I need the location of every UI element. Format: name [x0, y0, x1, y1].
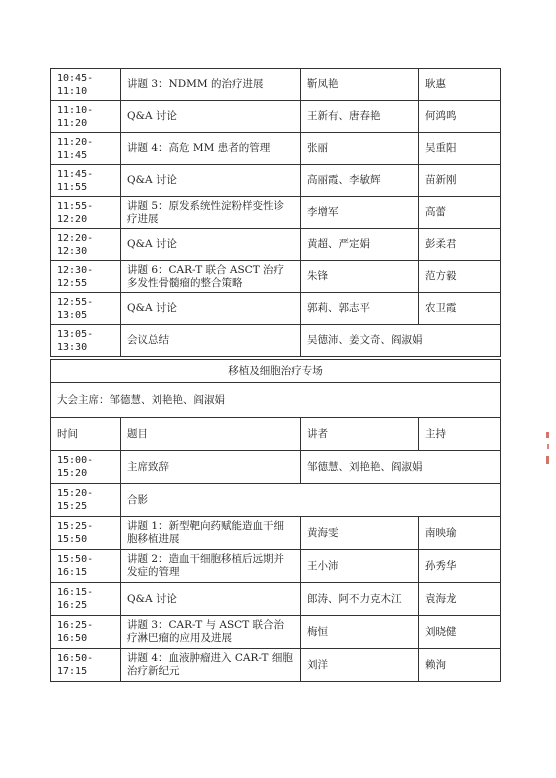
- time-cell: 12:55-13:05: [51, 293, 121, 325]
- host-cell: 何鸿鸣: [419, 101, 501, 133]
- speaker-cell: 吴德沛、姜文奇、阎淑娟: [301, 325, 501, 357]
- time-cell: 10:45-11:10: [51, 69, 121, 101]
- table-row: [51, 261, 501, 293]
- host-cell: 孙秀华: [419, 550, 501, 583]
- time-cell: 16:15-16:25: [51, 583, 121, 616]
- topic-cell: Q&A 讨论: [121, 101, 301, 133]
- speaker-cell: 黄海雯: [301, 517, 419, 550]
- speaker-cell: 王小沛: [301, 550, 419, 583]
- time-cell: 11:10-11:20: [51, 101, 121, 133]
- time-cell: 12:20-12:30: [51, 229, 121, 261]
- speaker-cell: 朱锋: [301, 261, 419, 293]
- topic-cell: Q&A 讨论: [121, 583, 301, 616]
- table-row: [51, 550, 501, 583]
- topic-cell: 主席致辞: [121, 451, 301, 484]
- topic-cell: 讲题 6：CAR-T 联合 ASCT 治疗多发性骨髓瘤的整合策略: [121, 261, 301, 293]
- section-title-row: [51, 360, 501, 383]
- time-cell: 11:55-12:20: [51, 197, 121, 229]
- table-row: [51, 101, 501, 133]
- time-cell: 12:30-12:55: [51, 261, 121, 293]
- header-topic: 题目: [121, 418, 301, 451]
- speaker-cell: 黄超、严定娟: [301, 229, 419, 261]
- speaker-cell: 李增军: [301, 197, 419, 229]
- host-cell: 南映瑜: [419, 517, 501, 550]
- time-cell: 11:20-11:45: [51, 133, 121, 165]
- host-cell: 耿惠: [419, 69, 501, 101]
- topic-cell: 讲题 3：NDMM 的治疗进展: [121, 69, 301, 101]
- topic-cell: 讲题 3：CAR-T 与 ASCT 联合治疗淋巴瘤的应用及进展: [121, 616, 301, 649]
- schedule-table-morning: [50, 68, 501, 357]
- topic-cell: 会议总结: [121, 325, 301, 357]
- time-cell: 13:05-13:30: [51, 325, 121, 357]
- topic-cell: Q&A 讨论: [121, 293, 301, 325]
- time-cell: 15:20-15:25: [51, 484, 121, 517]
- speaker-cell: 张丽: [301, 133, 419, 165]
- speaker-cell: 郭莉、郭志平: [301, 293, 419, 325]
- host-cell: 吴重阳: [419, 133, 501, 165]
- speaker-cell: 梅恒: [301, 616, 419, 649]
- host-cell: 彭柔君: [419, 229, 501, 261]
- time-cell: 11:45-11:55: [51, 165, 121, 197]
- host-cell: 赖洵: [419, 649, 501, 682]
- chairs-row: [51, 383, 501, 418]
- time-cell: 15:00-15:20: [51, 451, 121, 484]
- table-row: [51, 484, 501, 517]
- topic-cell: 讲题 5：原发系统性淀粉样变性诊疗进展: [121, 197, 301, 229]
- header-speaker: 讲者: [301, 418, 419, 451]
- table-row: [51, 583, 501, 616]
- table-row: [51, 165, 501, 197]
- host-cell: 农卫霞: [419, 293, 501, 325]
- topic-cell: 合影: [121, 484, 501, 517]
- time-cell: 16:25-16:50: [51, 616, 121, 649]
- table-row: [51, 517, 501, 550]
- section-title: 移植及细胞治疗专场: [51, 360, 501, 383]
- table-row: [51, 451, 501, 484]
- time-cell: 15:25-15:50: [51, 517, 121, 550]
- time-cell: 15:50-16:15: [51, 550, 121, 583]
- host-cell: 袁海龙: [419, 583, 501, 616]
- header-time: 时间: [51, 418, 121, 451]
- table-row: [51, 649, 501, 682]
- speaker-cell: 邹德慧、刘艳艳、阎淑娟: [301, 451, 501, 484]
- time-cell: 16:50-17:15: [51, 649, 121, 682]
- chairs-text: 大会主席：邹德慧、刘艳艳、阎淑娟: [51, 383, 501, 418]
- topic-cell: Q&A 讨论: [121, 229, 301, 261]
- topic-cell: 讲题 4：血液肿瘤进入 CAR-T 细胞治疗新纪元: [121, 649, 301, 682]
- table-row: [51, 616, 501, 649]
- speaker-cell: 靳凤艳: [301, 69, 419, 101]
- table-header-row: [51, 418, 501, 451]
- table-row: [51, 197, 501, 229]
- schedule-table-transplant: [50, 359, 501, 682]
- host-cell: 高蕾: [419, 197, 501, 229]
- header-host: 主持: [419, 418, 501, 451]
- host-cell: 刘晓健: [419, 616, 501, 649]
- topic-cell: 讲题 4：高危 MM 患者的管理: [121, 133, 301, 165]
- topic-cell: Q&A 讨论: [121, 165, 301, 197]
- table-row: [51, 133, 501, 165]
- speaker-cell: 刘洋: [301, 649, 419, 682]
- table-row: [51, 325, 501, 357]
- seal-edge-mark: [544, 430, 552, 470]
- table-row: [51, 229, 501, 261]
- speaker-cell: 王新有、唐春艳: [301, 101, 419, 133]
- table-row: [51, 69, 501, 101]
- topic-cell: 讲题 1：新型靶向药赋能造血干细胞移植进展: [121, 517, 301, 550]
- table-row: [51, 293, 501, 325]
- speaker-cell: 郎涛、阿不力克木江: [301, 583, 419, 616]
- host-cell: 范方毅: [419, 261, 501, 293]
- topic-cell: 讲题 2：造血干细胞移植后远期并发症的管理: [121, 550, 301, 583]
- host-cell: 苗新刚: [419, 165, 501, 197]
- speaker-cell: 高丽霞、李敏辉: [301, 165, 419, 197]
